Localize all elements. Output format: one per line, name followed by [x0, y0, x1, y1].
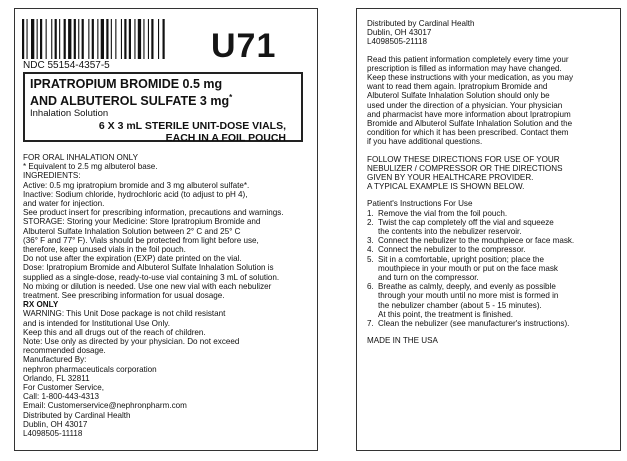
distributor-line: Distributed by Cardinal Health — [367, 19, 475, 28]
title-line-1: IPRATROPIUM BROMIDE 0.5 mg — [30, 77, 223, 91]
body-line: Note: Use only as directed by your physician. Do not exceed — [23, 337, 240, 347]
instruction-step — [367, 236, 615, 245]
lot-code: L4098505-21118 — [367, 37, 428, 47]
intro-line: want to read them again. Ipratropium Bromide and — [367, 82, 548, 92]
step-text: Connect the nebulizer to the mouthpiece or face mask. — [378, 236, 575, 246]
intro-line: if you have additional questions. — [367, 137, 483, 147]
step-number: 3. — [367, 236, 374, 246]
body-line: WARNING: This Unit Dose package is not child resistant — [23, 309, 226, 319]
follow-line: A TYPICAL EXAMPLE IS SHOWN BELOW. — [367, 182, 525, 192]
body-line: supplied as a single-dose, ready-to-use vial containing 3 mL of solution. — [23, 272, 280, 282]
body-line: and water for injection. — [23, 199, 105, 209]
step-text: Remove the vial from the foil pouch. — [378, 208, 508, 218]
step-number: 1. — [367, 208, 374, 218]
body-line: STORAGE: Storing your Medicine: Store Ipratropium Bromide and — [23, 217, 261, 227]
body-line: No mixing or dilution is needed. Use one new vial with each nebulizer — [23, 281, 272, 291]
step-text: Sit in a comfortable, upright position; place the — [378, 254, 545, 264]
body-line: nephron pharmaceuticals corporation — [23, 364, 157, 374]
step-text: through your mouth until no more mist is formed in — [378, 291, 559, 301]
dosage-form: Inhalation Solution — [30, 108, 109, 120]
step-number: 4. — [367, 245, 374, 255]
body-line: Distributed by Cardinal Health — [23, 410, 131, 420]
step-text: Breathe as calmly, deeply, and evenly as possible — [378, 282, 556, 292]
step-number: 7. — [367, 319, 374, 329]
left-label-panel — [14, 8, 318, 451]
step-text: the contents into the nebulizer reservoir. — [378, 227, 522, 237]
body-line: For Customer Service, — [23, 383, 104, 393]
body-line: Call: 1-800-443-4313 — [23, 392, 100, 402]
step-text: Twist the cap completely off the vial and squeeze — [378, 217, 554, 227]
ndc-number: NDC 55154-4357-5 — [23, 60, 110, 71]
step-text: mouthpiece in your mouth or put on the face mask — [378, 263, 558, 273]
product-code: U71 — [211, 27, 277, 65]
package-detail: EACH IN A FOIL POUCH — [165, 132, 286, 145]
body-line: recommended dosage. — [23, 346, 106, 356]
instruction-step — [367, 209, 615, 218]
step-number: 6. — [367, 282, 374, 292]
instruction-steps — [367, 209, 615, 329]
body-line: Albuterol Sulfate Inhalation Solution between 2° C and 25° C — [23, 226, 241, 236]
body-line: therefore, keep unused vials in the foil pouch. — [23, 245, 186, 255]
step-text: Connect the nebulizer to the compressor. — [378, 245, 526, 255]
intro-line: condition for which it has been prescribed. Contact them — [367, 128, 569, 138]
instruction-step — [367, 218, 615, 236]
body-line: * Equivalent to 2.5 mg albuterol base. — [23, 162, 158, 172]
body-line: and is intended for Institutional Use Only. — [23, 318, 170, 328]
instruction-step — [367, 319, 615, 328]
body-line: RX ONLY — [23, 300, 59, 310]
body-line: See product insert for prescribing information, precautions and warnings. — [23, 208, 284, 218]
step-number: 2. — [367, 217, 374, 227]
body-line: (36° F and 77° F). Vials should be protected from light before use, — [23, 235, 259, 245]
follow-line: GIVEN BY YOUR HEALTHCARE PROVIDER. — [367, 173, 534, 183]
patient-info-text — [367, 19, 615, 346]
body-line: FOR ORAL INHALATION ONLY — [23, 153, 138, 162]
body-line: Keep this and all drugs out of the reach of children. — [23, 327, 206, 337]
intro-line: Keep these instructions with your medication, as you may — [367, 73, 574, 83]
package-count: 6 X 3 mL STERILE UNIT-DOSE VIALS, — [98, 120, 286, 133]
intro-line: Read this patient information completely every time your — [367, 54, 569, 64]
body-line: Email: Customerservice@nephronpharm.com — [23, 401, 187, 411]
intro-line: prescription is filled as information may have changed. — [367, 63, 562, 73]
step-text: the nebulizer chamber (about 5 - 15 minutes). — [378, 300, 542, 310]
body-line: Manufactured By: — [23, 355, 87, 365]
follow-line: FOLLOW THESE DIRECTIONS FOR USE OF YOUR — [367, 154, 560, 164]
body-line: Do not use after the expiration (EXP) date printed on the vial. — [23, 254, 242, 264]
step-text: and turn on the compressor. — [378, 273, 479, 283]
step-number: 5. — [367, 254, 374, 264]
body-line: L4098505-11118 — [23, 429, 83, 439]
made-in-usa: MADE IN THE USA — [367, 336, 438, 346]
intro-line: Albuterol Sulfate Inhalation Solution should only be — [367, 91, 550, 101]
step-text: Clean the nebulizer (see manufacturer's instructions). — [378, 319, 570, 329]
title-line-2: AND ALBUTEROL SULFATE 3 mg* — [30, 93, 233, 109]
instructions-title: Patient's Instructions For Use — [367, 199, 473, 209]
intro-paragraph — [367, 55, 615, 147]
body-line: Active: 0.5 mg ipratropium bromide and 3 mg albuterol sulfate*. — [23, 180, 250, 190]
intro-line: and pharmacist have more information about Ipratropium — [367, 109, 571, 119]
right-patient-info-panel — [356, 8, 621, 451]
label-body-text — [23, 153, 315, 438]
barcode — [21, 19, 165, 59]
body-line: Dose: Ipratropium Bromide and Albuterol Sulfate Inhalation Solution is — [23, 263, 274, 273]
step-text: At this point, the treatment is finished. — [378, 309, 513, 319]
body-line: Orlando, FL 32811 — [23, 373, 90, 383]
follow-directions — [367, 155, 615, 192]
intro-line: Bromide and Albuterol Sulfate Inhalation Solution and the — [367, 119, 573, 129]
body-line: Inactive: Sodium chloride, hydrochloric acid (to adjust to pH 4), — [23, 189, 248, 199]
body-line: INGREDIENTS: — [23, 171, 81, 181]
instruction-step — [367, 282, 615, 319]
body-line: Dublin, OH 43017 — [23, 419, 88, 429]
product-title-box — [23, 72, 303, 145]
distributor-address: Dublin, OH 43017 — [367, 28, 432, 38]
intro-line: used under the direction of a physician. Your physician — [367, 100, 563, 110]
instruction-step — [367, 255, 615, 283]
follow-line: NEBULIZER / COMPRESSOR OR THE DIRECTIONS — [367, 163, 563, 173]
instruction-step — [367, 245, 615, 254]
body-line: treatment. See prescribing information for usual dosage. — [23, 291, 225, 301]
